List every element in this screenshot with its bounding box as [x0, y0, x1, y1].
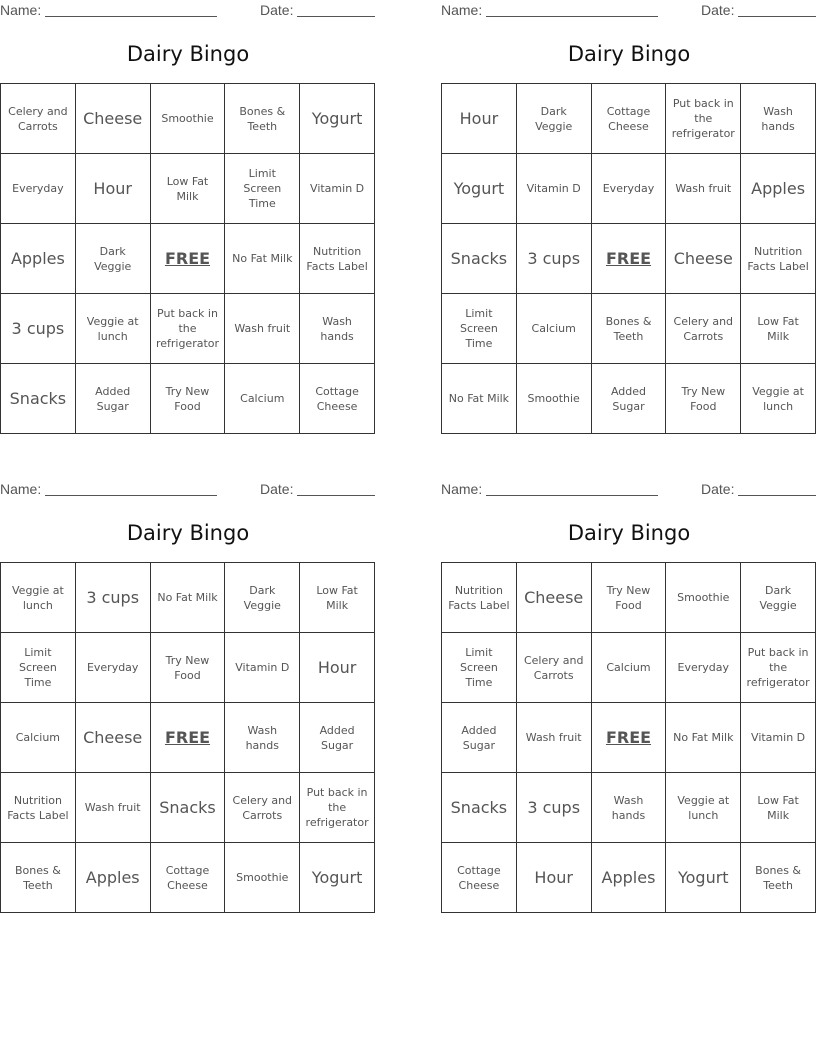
bingo-cell: Wash fruit [517, 703, 592, 773]
bingo-cell: 3 cups [517, 773, 592, 843]
name-label: Name: [0, 481, 42, 497]
bingo-cell: 3 cups [1, 294, 76, 364]
bingo-cell: 3 cups [76, 563, 151, 633]
bingo-cell: Put back in the refrigerator [300, 773, 375, 843]
bingo-cell: Bones & Teeth [741, 843, 816, 913]
bingo-cell: Apples [76, 843, 151, 913]
bingo-cell: Cottage Cheese [300, 364, 375, 434]
bingo-cell: Try New Food [151, 364, 226, 434]
name-line [45, 16, 217, 17]
bingo-cell: Cheese [666, 224, 741, 294]
bingo-cell: Calcium [225, 364, 300, 434]
bingo-cell: Veggie at lunch [741, 364, 816, 434]
bingo-cell: 3 cups [517, 224, 592, 294]
bingo-cell: Cottage Cheese [151, 843, 226, 913]
bingo-cell: Everyday [76, 633, 151, 703]
bingo-cell: Everyday [592, 154, 667, 224]
bingo-cell: Apples [592, 843, 667, 913]
bingo-cell: Yogurt [300, 843, 375, 913]
bingo-cell: No Fat Milk [442, 364, 517, 434]
bingo-cell: Added Sugar [76, 364, 151, 434]
bingo-grid [0, 562, 375, 913]
free-space-cell: FREE [592, 224, 667, 294]
bingo-cell: No Fat Milk [666, 703, 741, 773]
bingo-cell: No Fat Milk [225, 224, 300, 294]
bingo-cell: Veggie at lunch [666, 773, 741, 843]
card-header [441, 481, 816, 499]
bingo-cell: Apples [741, 154, 816, 224]
bingo-cell: Nutrition Facts Label [741, 224, 816, 294]
name-line [45, 495, 217, 496]
name-label: Name: [0, 2, 42, 18]
bingo-cell: Everyday [1, 154, 76, 224]
bingo-cell: Put back in the refrigerator [666, 84, 741, 154]
bingo-cell: Calcium [592, 633, 667, 703]
bingo-cell: Celery and Carrots [1, 84, 76, 154]
bingo-cell: Cottage Cheese [592, 84, 667, 154]
bingo-cell: Snacks [1, 364, 76, 434]
bingo-cell: Cheese [76, 703, 151, 773]
bingo-grid [441, 83, 816, 434]
date-label: Date: [701, 2, 735, 18]
bingo-cell: Added Sugar [300, 703, 375, 773]
date-line [297, 495, 375, 496]
bingo-cell: Limit Screen Time [442, 633, 517, 703]
card-header [0, 481, 376, 499]
bingo-cell: Dark Veggie [225, 563, 300, 633]
name-line [486, 495, 658, 496]
bingo-cell: Low Fat Milk [300, 563, 375, 633]
bingo-cell: Dark Veggie [741, 563, 816, 633]
bingo-cell: Try New Food [666, 364, 741, 434]
bingo-cell: Vitamin D [300, 154, 375, 224]
bingo-cell: Limit Screen Time [225, 154, 300, 224]
bingo-cell: Snacks [442, 224, 517, 294]
bingo-cell: Put back in the refrigerator [741, 633, 816, 703]
date-line [738, 495, 816, 496]
bingo-cell: Bones & Teeth [1, 843, 76, 913]
bingo-cell: Dark Veggie [517, 84, 592, 154]
bingo-cell: Added Sugar [442, 703, 517, 773]
bingo-cell: Limit Screen Time [442, 294, 517, 364]
free-space-cell: FREE [151, 224, 226, 294]
bingo-cell: Nutrition Facts Label [300, 224, 375, 294]
bingo-cell: Snacks [151, 773, 226, 843]
bingo-cell: Hour [442, 84, 517, 154]
bingo-cell: Cheese [76, 84, 151, 154]
bingo-cell: Wash hands [741, 84, 816, 154]
bingo-cell: Added Sugar [592, 364, 667, 434]
bingo-cell: Wash hands [592, 773, 667, 843]
name-line [486, 16, 658, 17]
name-label: Name: [441, 2, 483, 18]
free-space-cell: FREE [592, 703, 667, 773]
card-header [0, 2, 376, 20]
bingo-grid [441, 562, 816, 913]
bingo-cell: Veggie at lunch [76, 294, 151, 364]
bingo-cell: Vitamin D [741, 703, 816, 773]
date-label: Date: [701, 481, 735, 497]
bingo-cell: Low Fat Milk [741, 294, 816, 364]
bingo-cell: Limit Screen Time [1, 633, 76, 703]
bingo-cell: Calcium [1, 703, 76, 773]
bingo-cell: Hour [76, 154, 151, 224]
bingo-cell: Low Fat Milk [741, 773, 816, 843]
bingo-grid [0, 83, 375, 434]
card-title: Dairy Bingo [126, 42, 250, 66]
date-label: Date: [260, 2, 294, 18]
bingo-cell: Wash hands [300, 294, 375, 364]
bingo-cell: Celery and Carrots [517, 633, 592, 703]
bingo-cell: Everyday [666, 633, 741, 703]
bingo-cell: Snacks [442, 773, 517, 843]
bingo-cell: Smoothie [151, 84, 226, 154]
card-title: Dairy Bingo [126, 521, 250, 545]
free-space-cell: FREE [151, 703, 226, 773]
date-line [738, 16, 816, 17]
bingo-cell: Celery and Carrots [225, 773, 300, 843]
name-label: Name: [441, 481, 483, 497]
bingo-cell: Wash hands [225, 703, 300, 773]
bingo-cell: Nutrition Facts Label [442, 563, 517, 633]
bingo-cell: Celery and Carrots [666, 294, 741, 364]
bingo-cell: Bones & Teeth [592, 294, 667, 364]
bingo-cell: Yogurt [300, 84, 375, 154]
card-header [441, 2, 816, 20]
bingo-cell: Wash fruit [76, 773, 151, 843]
card-title: Dairy Bingo [567, 42, 691, 66]
bingo-cell: Calcium [517, 294, 592, 364]
bingo-cell: Low Fat Milk [151, 154, 226, 224]
bingo-cell: Nutrition Facts Label [1, 773, 76, 843]
bingo-cell: No Fat Milk [151, 563, 226, 633]
bingo-cell: Smoothie [517, 364, 592, 434]
date-line [297, 16, 375, 17]
bingo-cell: Hour [300, 633, 375, 703]
bingo-cell: Veggie at lunch [1, 563, 76, 633]
bingo-cell: Try New Food [151, 633, 226, 703]
bingo-cell: Bones & Teeth [225, 84, 300, 154]
date-label: Date: [260, 481, 294, 497]
bingo-cell: Yogurt [666, 843, 741, 913]
bingo-cell: Wash fruit [225, 294, 300, 364]
bingo-cell: Apples [1, 224, 76, 294]
bingo-cell: Smoothie [225, 843, 300, 913]
bingo-cell: Put back in the refrigerator [151, 294, 226, 364]
bingo-cell: Yogurt [442, 154, 517, 224]
bingo-cell: Cottage Cheese [442, 843, 517, 913]
bingo-cell: Cheese [517, 563, 592, 633]
bingo-cell: Try New Food [592, 563, 667, 633]
bingo-cell: Vitamin D [517, 154, 592, 224]
bingo-cell: Wash fruit [666, 154, 741, 224]
bingo-cell: Vitamin D [225, 633, 300, 703]
card-title: Dairy Bingo [567, 521, 691, 545]
bingo-cell: Hour [517, 843, 592, 913]
bingo-cell: Dark Veggie [76, 224, 151, 294]
bingo-cell: Smoothie [666, 563, 741, 633]
